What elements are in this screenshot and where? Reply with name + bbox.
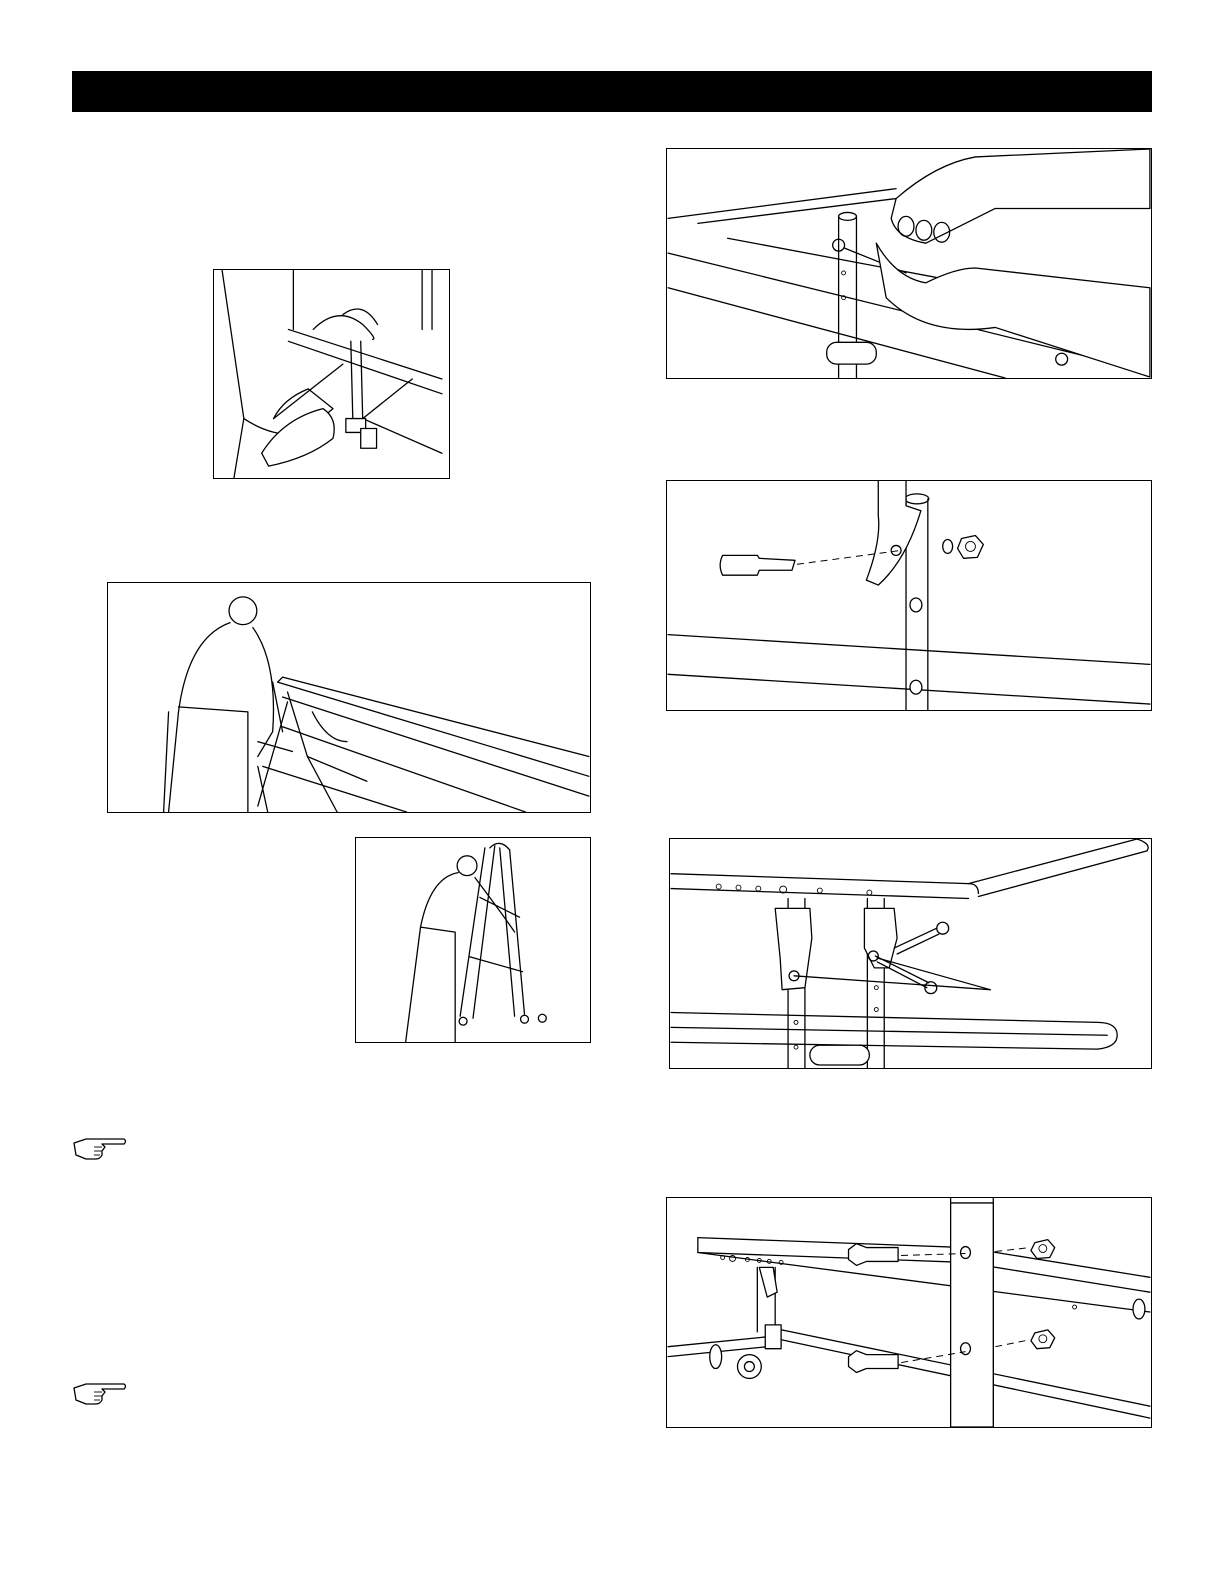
figure-fold-unit bbox=[355, 837, 591, 1043]
two-wrenches-illustration bbox=[670, 839, 1151, 1068]
figure-lift-unit bbox=[107, 582, 591, 813]
person-folding-table-illustration bbox=[356, 838, 590, 1042]
figure-two-wrenches bbox=[669, 838, 1152, 1069]
header-bar bbox=[72, 71, 1152, 112]
hands-tightening-bolt-illustration bbox=[667, 149, 1151, 378]
bolt-washer-nut-exploded-illustration bbox=[667, 481, 1151, 710]
figure-foot-release bbox=[213, 269, 450, 479]
pointing-hand-icon bbox=[72, 1380, 128, 1408]
figure-hands-wrench bbox=[666, 148, 1152, 379]
figure-bolt-detail bbox=[666, 480, 1152, 711]
person-lifting-table-illustration bbox=[108, 583, 590, 812]
foot-release-pedal-illustration bbox=[214, 270, 449, 478]
pointing-hand-icon bbox=[72, 1135, 128, 1163]
figure-bench-bolts bbox=[666, 1197, 1152, 1428]
bench-bolt-assembly-illustration bbox=[667, 1198, 1151, 1427]
